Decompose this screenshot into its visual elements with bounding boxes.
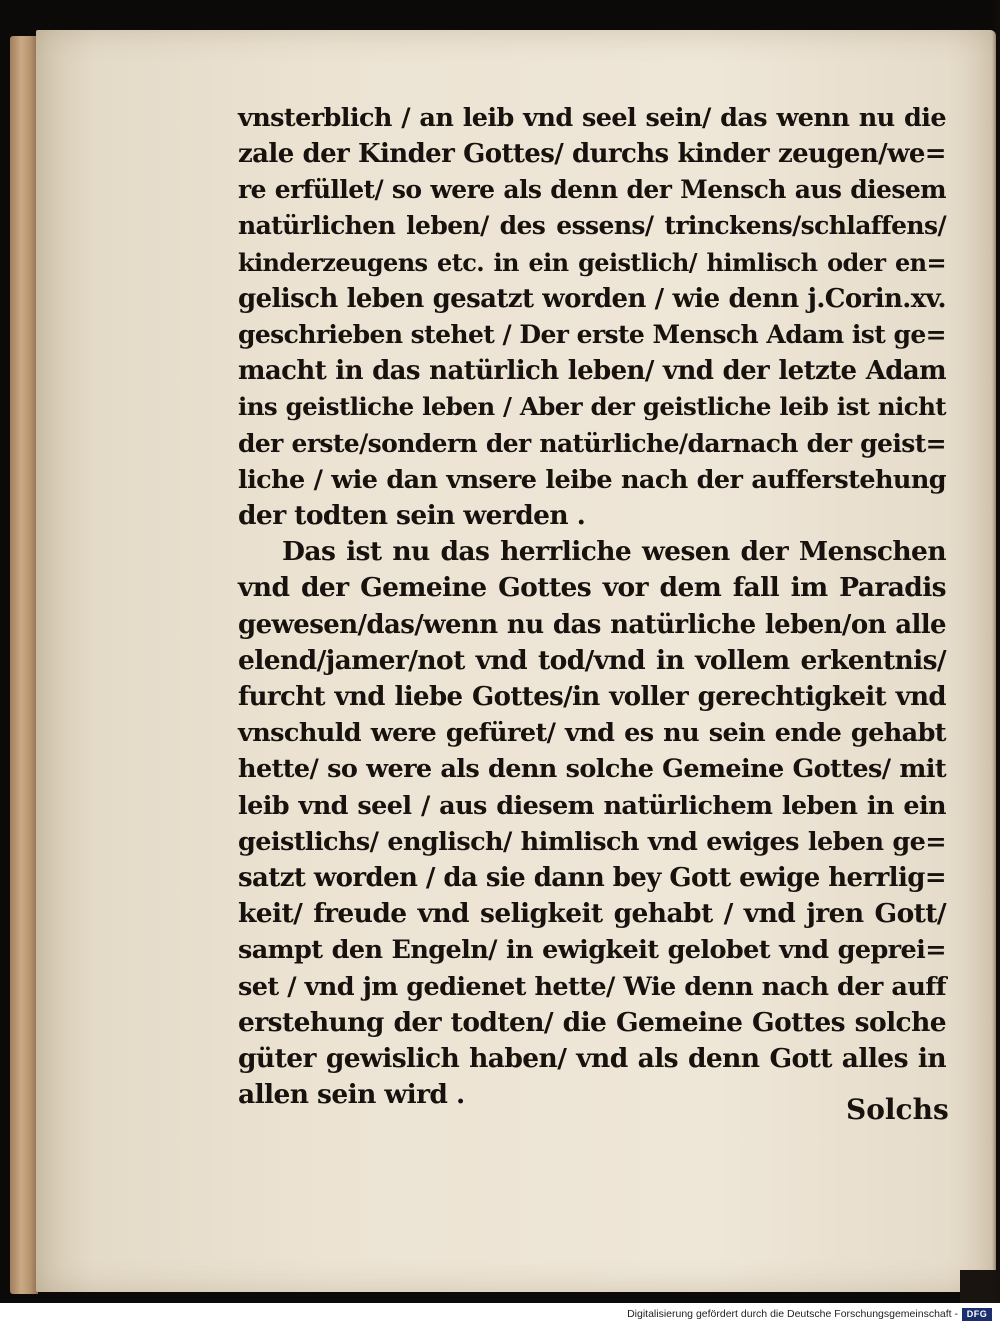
text-line: gelisch leben gesatzt worden / wie denn j.Corin.xv. <box>238 284 946 314</box>
text-line: keit/ freude vnd seligkeit gehabt / vnd jren Gott/ <box>238 898 946 929</box>
text-line: furcht vnd liebe Gottes/in voller gerechtigkeit vnd <box>238 682 946 712</box>
text-line: macht in das natürlich leben/ vnd der letzte Adam <box>238 356 946 386</box>
text-line: elend/jamer/not vnd tod/vnd in vollem erkentnis/ <box>238 645 946 676</box>
text-line: güter gewislich haben/ vnd als denn Gott alles in <box>238 1043 946 1074</box>
text-line: vnschuld were gefüret/ vnd es nu sein ende gehabt <box>238 718 946 748</box>
text-line: kinderzeugens etc. in ein geistlich/ himlisch oder en= <box>238 248 946 277</box>
text-line: re erfüllet/ so were als denn der Mensch aus diesem <box>238 175 946 204</box>
text-line: der todten sein werden . <box>238 500 586 531</box>
text-line: set / vnd jm gedienet hette/ Wie denn nach der auff <box>238 972 946 1002</box>
text-line: allen sein wird . <box>238 1079 465 1110</box>
text-line: sampt den Engeln/ in ewigkeit gelobet vnd geprei= <box>238 935 946 965</box>
text-line: natürlichen leben/ des essens/ trinckens/schlaffens/ <box>238 211 946 240</box>
text-line: gewesen/das/wenn nu das natürliche leben/on alle <box>238 610 946 640</box>
text-line: geistlichs/ englisch/ himlisch vnd ewiges leben ge= <box>238 827 946 857</box>
text-line: leib vnd seel / aus diesem natürlichem leben in ein <box>238 791 946 821</box>
catchword: Solchs <box>846 1093 949 1126</box>
page-right-shadow <box>992 0 1000 1303</box>
text-line: vnsterblich / an leib vnd seel sein/ das wenn nu die <box>238 103 946 133</box>
funding-credit: Digitalisierung gefördert durch die Deutsche Forschungsgemeinschaft - <box>627 1308 958 1320</box>
text-line: geschrieben stehet / Der erste Mensch Adam ist ge= <box>238 320 946 349</box>
text-line: ins geistliche leben / Aber der geistliche leib ist nicht <box>238 392 946 421</box>
text-line: satzt worden / da sie dann bey Gott ewige herrlig= <box>238 863 946 893</box>
book-page-edges <box>10 36 38 1294</box>
footer-bar <box>0 1303 1000 1327</box>
paragraph-first-line: Das ist nu das herrliche wesen der Menschen <box>282 536 946 567</box>
text-line: vnd der Gemeine Gottes vor dem fall im Paradis <box>238 572 946 603</box>
dfg-logo[interactable]: DFG <box>962 1308 992 1321</box>
text-line: liche / wie dan vnsere leibe nach der aufferstehung <box>238 465 946 495</box>
text-line: erstehung der todten/ die Gemeine Gottes solche <box>238 1007 946 1038</box>
text-line: der erste/sondern der natürliche/darnach der geist= <box>238 429 946 458</box>
text-line: hette/ so were als denn solche Gemeine Gottes/ mit <box>238 754 946 784</box>
text-line: zale der Kinder Gottes/ durchs kinder zeugen/we= <box>238 139 946 169</box>
